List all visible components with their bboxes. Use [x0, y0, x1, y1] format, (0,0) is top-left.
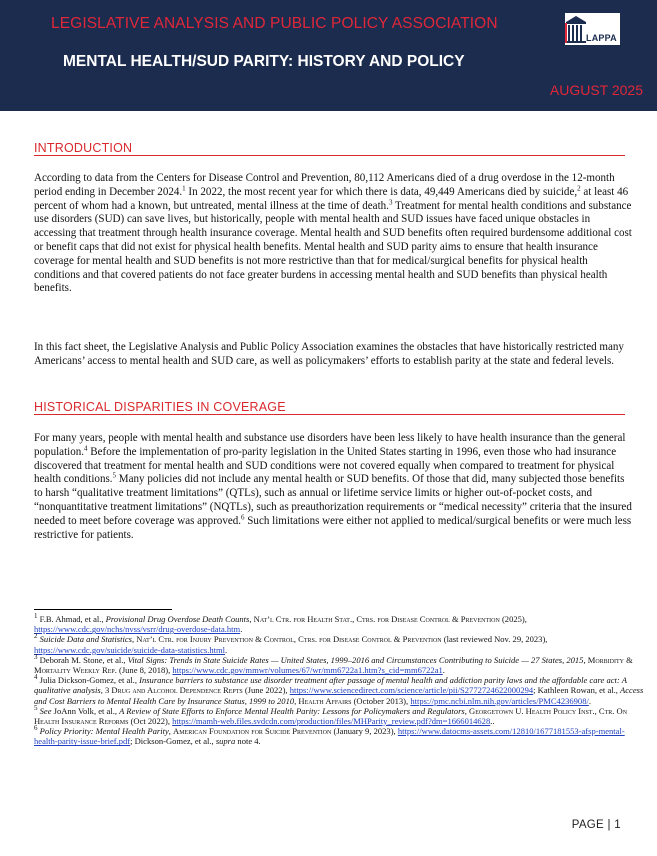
section-divider: [34, 155, 625, 156]
footnote-ref: 2: [577, 184, 581, 193]
intro-paragraph-1: According to data from the Centers for Disease Control and Prevention, 80,112 Americans died of a drug overdose in the 12-month period ending in December 2024.$^1$ In 2022, the most recent year for which there is data, 49,449 Americans died by suicide,$^2$ at least 46 percent of whom had a known, but untreated, mental illness at the time of death.$^3$ Treatment for mental health conditions and substance use disorders (SUD) can save lives, but historically, people with mental health and SUD issues have faced unique obstacles in accessing that treatment through health insurance coverage. Mental health and SUD benefits often required burdensome additional cost or benefit caps that did not exist for physical health benefits. Mental health and SUD parity aims to ensure that health insurance coverage for mental health and SUD benefits is not more restrictive than that for medical/surgical benefits for physical health conditions and that covered patients do not face greater burdens in accessing mental health and SUD benefits than physical health benefits.: [34, 172, 632, 295]
footnote-ref: 4: [34, 673, 38, 682]
logo-text: LAPPA: [586, 33, 617, 43]
section-divider: [34, 414, 625, 415]
footnote-4: $^4$ Julia Dickson-Gomez, et al., Insurance barriers to substance use disorder treatment after passage of mental health and addiction parity laws and the affordable care act: A qualitative analysis, 3 Drug and Alcohol Dependence Repts (June 2022), https://www.sciencedirect.com/science/article/pii/S2772724622000294; Kathleen Rowan, et al., Access and Cost Barriers to Mental Health Care by Insurance Status, 1999 to 2010, Health Affairs (October 2013), https://pmc.ncbi.nlm.nih.gov/articles/PMC4236908/.: [34, 673, 644, 706]
footnote-ref: 1: [182, 184, 186, 193]
footnote-6: $^6$ Policy Priority: Mental Health Parity, American Foundation for Suicide Prevention (January 9, 2023), https://www.datocms-assets.com/12810/1677181553-afsp-mental-health-parity-issue-brief.pdf; Dickson-Gomez, et al., supra note 4.: [34, 724, 625, 747]
publication-date: AUGUST 2025: [549, 82, 643, 98]
footnote-ref: 1: [34, 612, 38, 621]
citation-link[interactable]: https://mamh-web.files.svdcdn.com/production/files/MHParity_review.pdf?dm=1666014628: [172, 716, 491, 727]
citation-link[interactable]: https://www.cdc.gov/nchs/nvss/vsrr/drug-overdose-data.htm: [34, 624, 241, 635]
footnote-1: $^1$ F.B. Ahmad, et al., Provisional Drug Overdose Death Counts, Nat’l Ctr. for Health Stat., Ctrs. for Disease Control & Prevention (2025), https://www.cdc.gov/nchs/nvss/vsrr/drug-overdose-data.htm.: [34, 612, 527, 635]
footnote-ref: 3: [388, 197, 393, 206]
footnote-ref: 4: [84, 444, 88, 453]
citation-link[interactable]: https://www.sciencedirect.com/science/article/pii/S2772724622000294: [289, 685, 534, 696]
historical-paragraph-1: For many years, people with mental health and substance use disorders have been less likely to have health insurance than the general population.$^4$ Before the implementation of pro-parity legislation in the United States starting in 1996, even those who had insurance discovered that treatment for mental health and SUD conditions were not covered equally when compared to treatment for physical health conditions.$^5$ Many policies did not include any mental health or SUD benefits. Of those that did, many subjected those benefits to harsh “qualitative treatment limitations” (QTLs), such as annual or lifetime service limits or higher out-of-pocket costs, and “nonquantitative treatment limitations” (NQTLs), such as preauthorization requirements or “medical necessity” criteria that the insured needed to meet before coverage was approved.$^6$ Such limitations were either not applied to medical/surgical benefits or were much less restrictive for patients.: [34, 432, 632, 541]
intro-paragraph-2: In this fact sheet, the Legislative Analysis and Public Policy Association examines the obstacles that have historically restricted many Americans’ access to mental health and SUD care, as well as policymakers’ efforts to establish parity at the state and federal levels.: [34, 341, 624, 367]
page-title: MENTAL HEALTH/SUD PARITY: HISTORY AND POLICY: [63, 53, 465, 70]
footnote-ref: 3: [34, 652, 38, 661]
citation-link[interactable]: https://www.datocms-assets.com/12810/1677181553-afsp-mental-health-parity-issue-brief.pdf: [34, 726, 625, 747]
section-heading-historical-disparities: HISTORICAL DISPARITIES IN COVERAGE: [34, 400, 286, 414]
header-band: [0, 0, 657, 111]
citation-link[interactable]: https://www.cdc.gov/suicide/suicide-data-statistics.html: [34, 644, 226, 655]
section-heading-introduction: INTRODUCTION: [34, 141, 133, 155]
footnote-ref: 6: [34, 724, 38, 733]
footnote-ref: 5: [34, 703, 38, 712]
footnote-5: $^5$ See JoAnn Volk, et al., A Review of State Efforts to Enforce Mental Health Parity: Lessons for Policymakers and Regulators, Georgetown U. Health Policy Inst., Ctr. On Health Insurance Reforms (Oct 2022), https://mamh-web.files.svdcdn.com/production/files/MHParity_review.pdf?dm=1666014628..: [34, 703, 628, 727]
footnotes: [34, 614, 644, 747]
lappa-logo: [565, 13, 620, 45]
organization-name: LEGISLATIVE ANALYSIS AND PUBLIC POLICY ASSOCIATION: [51, 15, 498, 32]
footnote-ref: 6: [241, 513, 245, 522]
footnote-2: $^2$ Suicide Data and Statistics, Nat’l Ctr. for Injury Prevention & Control, Ctrs. for Disease Control & Prevention (last reviewed Nov. 29, 2023), https://www.cdc.gov/suicide/suicide-data-statistics.html.: [34, 632, 548, 655]
footnote-ref: 2: [34, 632, 38, 641]
footnote-3: $^3$ Deborah M. Stone, et al., Vital Signs: Trends in State Suicide Rates — United States, 1999–2016 and Circumstances Contributing to Suicide — 27 States, 2015, Morbidity & Mortality Weekly Rep. (June 8, 2018), https://www.cdc.gov/mmwr/volumes/67/wr/mm6722a1.htm?s_cid=mm6722a1.: [34, 652, 633, 676]
page-number: PAGE | 1: [571, 819, 621, 831]
citation-link[interactable]: https://www.cdc.gov/mmwr/volumes/67/wr/mm6722a1.htm?s_cid=mm6722a1: [172, 665, 443, 676]
footnote-ref: 5: [112, 471, 117, 480]
citation-link[interactable]: https://pmc.ncbi.nlm.nih.gov/articles/PMC4236908/: [410, 695, 589, 706]
footnote-separator: [34, 609, 172, 610]
